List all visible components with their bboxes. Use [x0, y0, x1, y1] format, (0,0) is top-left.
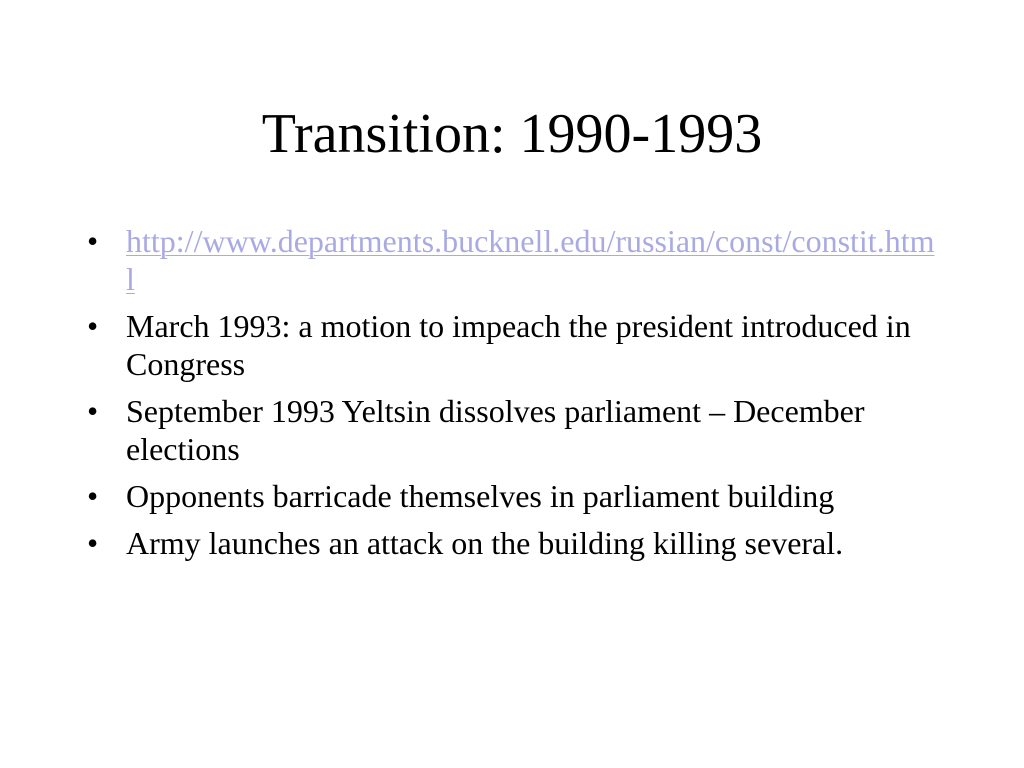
list-item — [80, 524, 940, 562]
slide-title: Transition: 1990-1993 — [261, 103, 763, 165]
list-item — [80, 477, 940, 515]
constitution-link[interactable]: http://www.departments.bucknell.edu/russian/const/constit.html — [126, 223, 935, 297]
bullet-text: September 1993 Yeltsin dissolves parliament – December elections — [126, 393, 865, 467]
list-item — [80, 222, 940, 298]
list-item — [80, 392, 940, 468]
bullet-text: Army launches an attack on the building killing several. — [126, 525, 844, 561]
bullet-list — [80, 222, 940, 571]
bullet-text: Opponents barricade themselves in parliament building — [126, 478, 835, 514]
bullet-icon: • — [87, 393, 99, 429]
bullet-icon: • — [87, 478, 99, 514]
bullet-icon: • — [87, 308, 99, 344]
bullet-icon: • — [87, 525, 99, 561]
bullet-text: March 1993: a motion to impeach the president introduced in Congress — [126, 308, 911, 382]
list-item — [80, 307, 940, 383]
bullet-icon: • — [87, 223, 99, 259]
